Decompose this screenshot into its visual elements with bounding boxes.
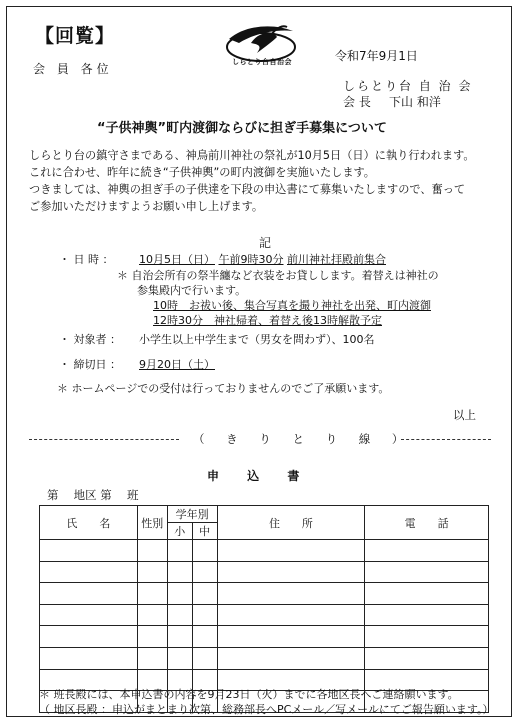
paragraph-line: しらとり台の鎮守さまである、神鳥前川神社の祭礼が10月5日（日）に執り行われます。: [29, 149, 475, 162]
column-header-junior-high: 中: [192, 523, 217, 540]
table-row: [40, 647, 489, 669]
cell-gender[interactable]: [137, 540, 167, 562]
cell-address[interactable]: [217, 583, 365, 605]
request-paragraph: [29, 181, 465, 215]
costume-note: ＊ 自治会所有の祭半纏など衣装をお貸しします。着替えは神社の: [117, 269, 439, 282]
schedule-date: 10月5日（日）: [139, 253, 215, 266]
cell-address[interactable]: [217, 561, 365, 583]
timeline-return: 12時30分 神社帰着、着替え後13時解散予定: [153, 314, 382, 327]
eligibility-label: ・ 対象者 ：: [59, 333, 121, 346]
page-title: “子供神輿”町内渡御ならびに担ぎ手募集について: [97, 121, 387, 136]
application-form-title: 申 込 書: [207, 469, 312, 483]
cell-elementary[interactable]: [167, 604, 192, 626]
cell-junior-high[interactable]: [192, 583, 217, 605]
cell-gender[interactable]: [137, 561, 167, 583]
deadline-label: ・ 締切日 ：: [59, 358, 121, 371]
ki-heading: 記: [259, 236, 272, 250]
schedule-time: 午前9時30分: [218, 253, 284, 266]
table-row: [40, 626, 489, 648]
cell-phone[interactable]: [365, 561, 489, 583]
timeline-departure: 10時 お祓い後、集合写真を撮り神社を出発、町内渡御: [153, 299, 431, 312]
cell-junior-high[interactable]: [192, 604, 217, 626]
cell-address[interactable]: [217, 626, 365, 648]
organization-name: しらとり台 自 治 会: [343, 79, 473, 93]
cell-phone[interactable]: [365, 626, 489, 648]
cell-elementary[interactable]: [167, 626, 192, 648]
cell-name[interactable]: [40, 647, 138, 669]
circular-document: [6, 6, 512, 717]
cell-junior-high[interactable]: [192, 561, 217, 583]
representative-name: 下山 和洋: [389, 95, 441, 109]
closing-mark: 以上: [453, 408, 476, 422]
eligibility-value: 小学生以上中学生まで（男女を問わず）、100名: [139, 333, 375, 346]
cell-phone[interactable]: [365, 583, 489, 605]
column-header-elementary: 小: [167, 523, 192, 540]
table-row: [40, 583, 489, 605]
costume-note-cont: 参集殿内で行います。: [137, 284, 247, 297]
schedule-place: 前川神社拝殿前集合: [287, 253, 386, 266]
cell-gender[interactable]: [137, 647, 167, 669]
group-leader-note: [39, 687, 493, 717]
cell-elementary[interactable]: [167, 583, 192, 605]
cut-line-right: [401, 439, 491, 440]
cell-name[interactable]: [40, 604, 138, 626]
cell-gender[interactable]: [137, 626, 167, 648]
cell-junior-high[interactable]: [192, 626, 217, 648]
schedule-value: [139, 252, 386, 267]
kairan-badge: 【回覧】: [35, 25, 116, 47]
cell-gender[interactable]: [137, 583, 167, 605]
addressee: 会 員 各位: [33, 62, 113, 76]
cell-gender[interactable]: [137, 604, 167, 626]
column-header-name: 氏 名: [40, 506, 138, 540]
cell-elementary[interactable]: [167, 647, 192, 669]
cell-elementary[interactable]: [167, 561, 192, 583]
table-row: [40, 540, 489, 562]
footer-note: ＊ 班長殿には、本申込書の内容を9月23日（火）までに各地区長へご連絡願います。: [39, 688, 459, 701]
table-row: [40, 561, 489, 583]
deadline-value: 9月20日（土）: [139, 358, 215, 371]
cell-name[interactable]: [40, 561, 138, 583]
cell-elementary[interactable]: [167, 540, 192, 562]
cell-phone[interactable]: [365, 540, 489, 562]
cell-phone[interactable]: [365, 604, 489, 626]
paragraph-line: ご参加いただけますようお願い申し上げます。: [29, 200, 264, 213]
application-table: [39, 505, 489, 713]
column-header-address: 住 所: [217, 506, 365, 540]
cell-name[interactable]: [40, 540, 138, 562]
footer-note: （ 地区長殿 ：申込がまとまり次第、総務部長へPCメール／写メールにてご報告願います。）: [39, 703, 494, 716]
column-header-phone: 電 話: [365, 506, 489, 540]
column-header-gender: 性別: [137, 506, 167, 540]
cell-phone[interactable]: [365, 647, 489, 669]
table-row: [40, 604, 489, 626]
paragraph-line: これに合わせ、昨年に続き“子供神輿”の町内渡御を実施いたします。: [29, 166, 375, 179]
cell-junior-high[interactable]: [192, 647, 217, 669]
issue-date: 令和7年9月1日: [335, 49, 418, 63]
cut-line-left: [29, 439, 179, 440]
cell-address[interactable]: [217, 540, 365, 562]
district-group-line: 第 地区 第 班: [47, 488, 139, 502]
representative-role: 会 長: [343, 95, 371, 109]
intro-paragraph: [29, 147, 475, 181]
column-header-grade: 学年別: [167, 506, 217, 523]
cell-junior-high[interactable]: [192, 540, 217, 562]
cell-name[interactable]: [40, 583, 138, 605]
cell-address[interactable]: [217, 647, 365, 669]
logo-label: しらとり台自治会: [232, 58, 292, 66]
cell-name[interactable]: [40, 626, 138, 648]
paragraph-line: つきましては、神輿の担ぎ手の子供達を下段の申込書にて募集いたしますので、奮って: [29, 183, 466, 196]
schedule-label: ・ 日 時 ：: [59, 253, 114, 266]
cell-address[interactable]: [217, 604, 365, 626]
homepage-note: ＊ ホームページでの受付は行っておりませんのでご了承願います。: [57, 382, 390, 395]
cut-line-label: （ き り と り 線 ）: [193, 432, 413, 446]
representative: [343, 93, 441, 110]
